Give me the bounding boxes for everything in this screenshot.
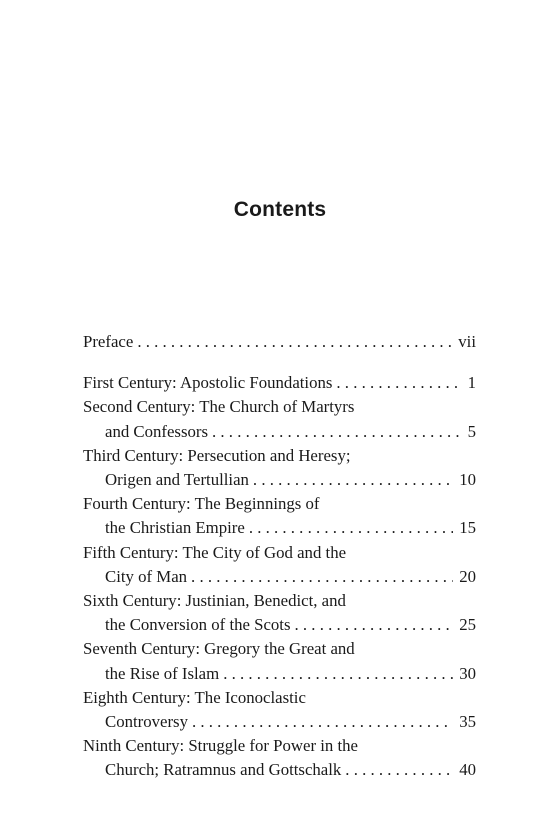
toc-entry-title: Second Century: The Church of Martyrs (83, 397, 355, 417)
dot-leader (212, 420, 462, 444)
toc-page-number: 1 (467, 373, 476, 393)
toc-entry-preface (83, 330, 476, 354)
toc-page-number: 40 (459, 760, 476, 780)
dot-leader (192, 710, 453, 734)
toc-entry-title-continued: and Confessors (105, 421, 209, 441)
dot-leader (336, 371, 461, 395)
toc-page-number: vii (458, 332, 476, 351)
toc-page-number: 5 (467, 421, 476, 441)
toc-entry-title: First Century: Apostolic Foundations (83, 373, 333, 393)
toc-entry-third-century (83, 444, 476, 492)
toc-entry-eighth-century (83, 686, 476, 734)
toc-entry-title-continued: the Rise of Islam (105, 663, 220, 683)
toc-entry-title: Eighth Century: The Iconoclastic (83, 687, 306, 707)
dot-leader (253, 468, 453, 492)
toc-entry-seventh-century (83, 637, 476, 685)
toc-page-number: 20 (459, 566, 476, 586)
table-of-contents (83, 330, 476, 783)
toc-entry-fourth-century (83, 492, 476, 540)
toc-entry-title: Fifth Century: The City of God and the (83, 542, 347, 562)
toc-entry-title-continued: Origen and Tertullian (105, 470, 249, 490)
toc-entry-title-continued: Church; Ratramnus and Gottschalk (105, 760, 342, 780)
dot-leader (295, 613, 454, 637)
toc-page-number: 30 (459, 663, 476, 683)
toc-entry-title-continued: the Conversion of the Scots (105, 615, 291, 635)
toc-entry-second-century (83, 395, 476, 443)
toc-entry-title-continued: the Christian Empire (105, 518, 245, 538)
toc-entry-title: Sixth Century: Justinian, Benedict, and (83, 591, 346, 611)
toc-entry-ninth-century (83, 734, 476, 782)
toc-entry-title-continued: City of Man (105, 566, 188, 586)
dot-leader (249, 516, 453, 540)
dot-leader (345, 758, 453, 782)
toc-entry-title: Ninth Century: Struggle for Power in the (83, 736, 358, 756)
toc-entry-title: Fourth Century: The Beginnings of (83, 494, 320, 514)
toc-page-number: 35 (459, 712, 476, 732)
toc-entry-title: Third Century: Persecution and Heresy; (83, 445, 351, 465)
dot-leader (223, 662, 453, 686)
page-title: Contents (233, 198, 327, 221)
toc-entry-sixth-century (83, 589, 476, 637)
toc-entry-title: Seventh Century: Gregory the Great and (83, 639, 355, 659)
toc-entry-title: Preface (83, 332, 134, 351)
toc-page-number: 10 (459, 470, 476, 490)
dot-leader (137, 330, 452, 354)
toc-page-number: 25 (459, 615, 476, 635)
toc-entry-first-century (83, 371, 476, 395)
toc-entry-fifth-century (83, 541, 476, 589)
toc-entry-title-continued: Controversy (105, 712, 188, 732)
dot-leader (191, 565, 453, 589)
toc-page-number: 15 (459, 518, 476, 538)
